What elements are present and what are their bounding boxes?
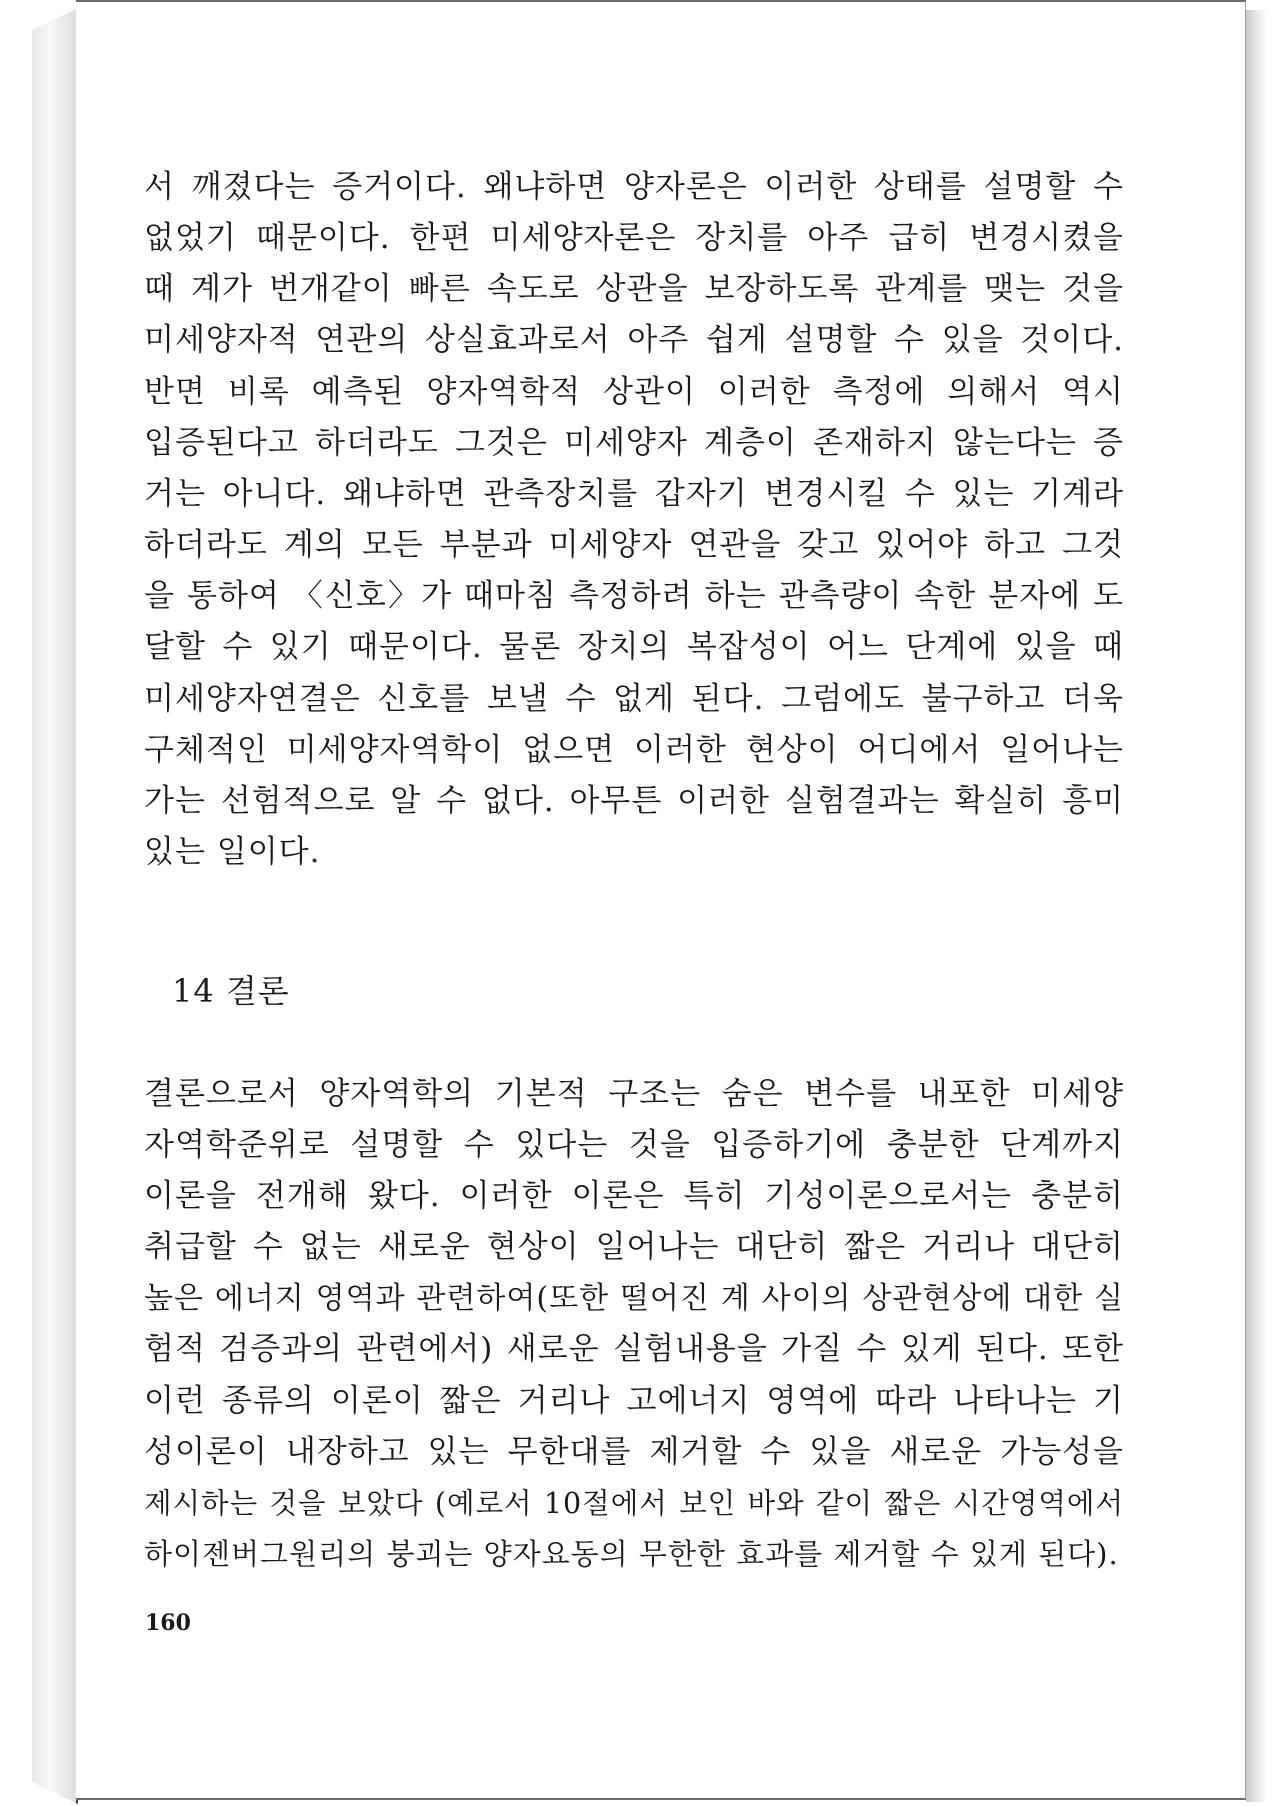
text-line: 제시하는 것을 보았다 (예로서 10절에서 보인 바와 같이 짧은 시간영역에서	[144, 1486, 1124, 1520]
text-line: 미세양자연결은 신호를 보낼 수 없게 된다. 그럼에도 불구하고 더욱	[144, 680, 1124, 717]
text-line: 결론으로서 양자역학의 기본적 구조는 숨은 변수를 내포한 미세양	[144, 1076, 1124, 1112]
text-line: 없었기 때문이다. 한편 미세양자론은 장치를 아주 급히 변경시켰을	[144, 220, 1124, 257]
text-line: 때 계가 번개같이 빠른 속도로 상관을 보장하도록 관계를 맺는 것을	[144, 271, 1124, 308]
text-line: 자역학준위로 설명할 수 있다는 것을 입증하기에 충분한 단계까지	[144, 1127, 1124, 1164]
section-heading: 14 결론	[172, 972, 290, 1010]
text-line: 있는 일이다.	[144, 833, 321, 870]
paragraph-conclusion	[144, 1069, 1124, 1580]
text-line: 취급할 수 없는 새로운 현상이 일어나는 대단히 짧은 거리나 대단히	[144, 1229, 1124, 1266]
text-line: 반면 비록 예측된 양자역학적 상관이 이러한 측정에 의해서 역시	[144, 374, 1124, 410]
text-line: 험적 검증과의 관련에서) 새로운 실험내용을 가질 수 있게 된다. 또한	[144, 1331, 1124, 1368]
page-number: 160	[145, 1610, 191, 1636]
text-line: 을 통하여 〈신호〉가 때마침 측정하려 하는 관측량이 속한 분자에 도	[144, 578, 1124, 615]
text-line: 미세양자적 연관의 상실효과로서 아주 쉽게 설명할 수 있을 것이다.	[144, 322, 1124, 359]
book-spine	[32, 8, 78, 1804]
text-line: 서 깨졌다는 증거이다. 왜냐하면 양자론은 이러한 상태를 설명할 수	[144, 169, 1124, 205]
text-line: 입증된다고 하더라도 그것은 미세양자 계층이 존재하지 않는다는 증	[144, 425, 1124, 462]
text-line: 가는 선험적으로 알 수 없다. 아무튼 이러한 실험결과는 확실히 흥미	[144, 782, 1124, 819]
text-line: 구체적인 미세양자역학이 없으면 이러한 현상이 어디에서 일어나는	[144, 731, 1125, 768]
text-line: 성이론이 내장하고 있는 무한대를 제거할 수 있을 새로운 가능성을	[144, 1433, 1124, 1470]
text-line: 높은 에너지 영역과 관련하여(또한 떨어진 계 사이의 상관현상에 대한 실	[144, 1281, 1124, 1317]
paragraph-microquantum	[144, 367, 1124, 878]
text-line: 이론을 전개해 왔다. 이러한 이론은 특히 기성이론으로서는 충분히	[144, 1178, 1124, 1215]
text-line: 하이젠버그원리의 붕괴는 양자요동의 무한한 효과를 제거할 수 있게 된다).	[144, 1536, 1119, 1571]
text-line: 달할 수 있기 때문이다. 물론 장치의 복잡성이 어느 단계에 있을 때	[144, 629, 1124, 666]
text-line: 이런 종류의 이론이 짧은 거리나 고에너지 영역에 따라 나타나는 기	[144, 1382, 1124, 1419]
text-line: 하더라도 계의 모든 부분과 미세양자 연관을 갖고 있어야 하고 그것	[144, 527, 1124, 564]
page-edge-shadow	[1246, 10, 1268, 1802]
paragraph-continued	[144, 162, 1124, 366]
text-line: 거는 아니다. 왜냐하면 관측장치를 갑자기 변경시킬 수 있는 기계라	[144, 476, 1124, 513]
